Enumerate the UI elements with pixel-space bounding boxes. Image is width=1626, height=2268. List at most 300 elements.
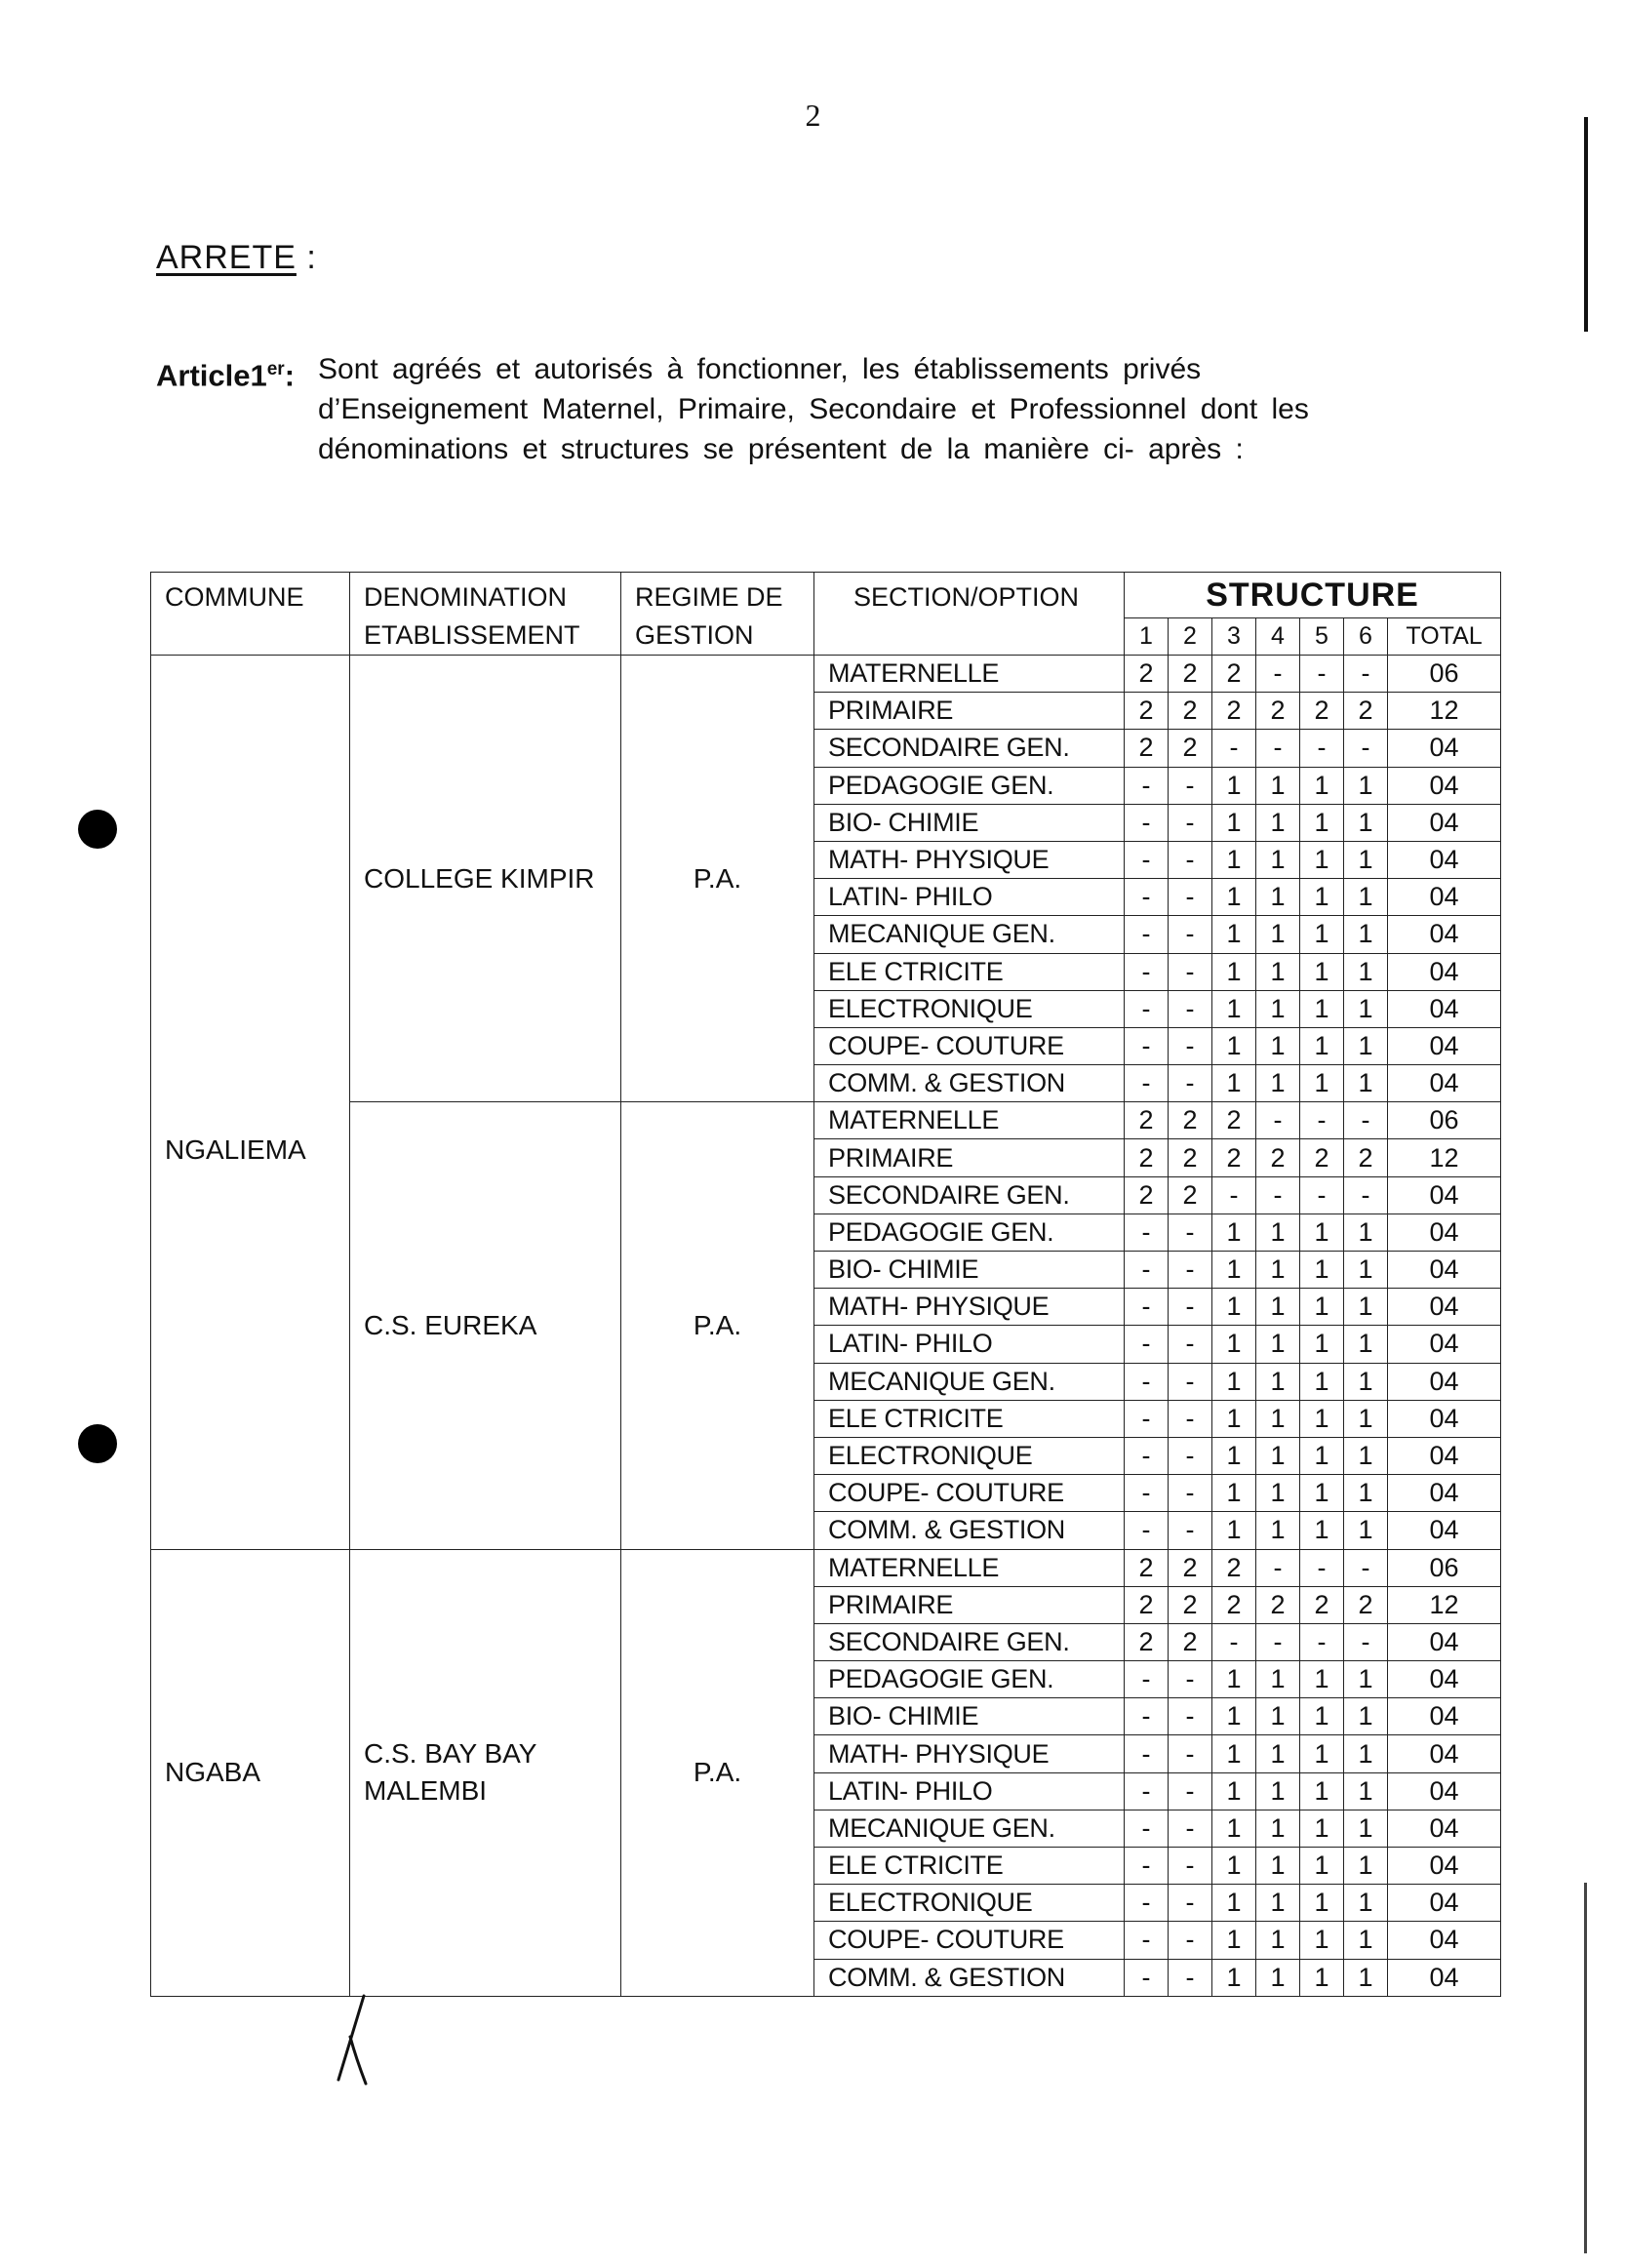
decree-heading-text: ARRETE [156, 239, 297, 276]
level-3-cell: 1 [1212, 1848, 1256, 1885]
total-cell: 06 [1388, 1549, 1501, 1586]
regime-cell: P.A. [621, 656, 814, 1102]
level-6-cell: 1 [1344, 1437, 1388, 1474]
level-3-cell: 1 [1212, 1735, 1256, 1772]
level-4-cell: 1 [1256, 1065, 1300, 1102]
level-2-cell: - [1169, 879, 1212, 916]
header-section: SECTION/OPTION [814, 573, 1125, 656]
level-5-cell: 2 [1300, 1139, 1344, 1176]
total-cell: 04 [1388, 1661, 1501, 1698]
level-6-cell: 1 [1344, 1252, 1388, 1289]
level-6-cell: 1 [1344, 1214, 1388, 1251]
total-cell: 06 [1388, 656, 1501, 693]
level-5-cell: - [1300, 730, 1344, 767]
level-6-cell: 1 [1344, 953, 1388, 990]
level-3-cell: 2 [1212, 1586, 1256, 1623]
total-cell: 04 [1388, 1252, 1501, 1289]
level-5-cell: 1 [1300, 1772, 1344, 1810]
level-5-cell: 1 [1300, 1214, 1344, 1251]
total-cell: 12 [1388, 1139, 1501, 1176]
level-6-cell: 2 [1344, 1139, 1388, 1176]
article-line: dénominations et structures se présentent de la manière ci- après : [318, 433, 1244, 465]
header-level-4: 4 [1256, 618, 1300, 656]
level-2-cell: - [1169, 1698, 1212, 1735]
header-total: TOTAL [1388, 618, 1501, 656]
level-1-cell: - [1125, 953, 1169, 990]
level-6-cell: - [1344, 1102, 1388, 1139]
level-6-cell: 2 [1344, 1586, 1388, 1623]
level-2-cell: 2 [1169, 1102, 1212, 1139]
level-5-cell: 1 [1300, 804, 1344, 841]
level-4-cell: 1 [1256, 1661, 1300, 1698]
level-5-cell: 1 [1300, 1289, 1344, 1326]
level-3-cell: 1 [1212, 879, 1256, 916]
level-4-cell: 1 [1256, 953, 1300, 990]
header-regime-line2: GESTION [635, 620, 754, 650]
total-cell: 12 [1388, 1586, 1501, 1623]
level-4-cell: 1 [1256, 1885, 1300, 1922]
level-4-cell: 1 [1256, 1252, 1300, 1289]
level-4-cell: 1 [1256, 1289, 1300, 1326]
level-3-cell: 1 [1212, 1959, 1256, 1996]
level-2-cell: - [1169, 1661, 1212, 1698]
level-5-cell: 1 [1300, 879, 1344, 916]
article-label-colon: : [284, 358, 296, 393]
article-line: Sont agréés et autorisés à fonctionner, les établissements privés [318, 353, 1202, 385]
level-5-cell: 1 [1300, 1848, 1344, 1885]
total-cell: 04 [1388, 1475, 1501, 1512]
level-2-cell: - [1169, 1959, 1212, 1996]
total-cell: 12 [1388, 693, 1501, 730]
option-cell: ELE CTRICITE [814, 1400, 1125, 1437]
header-level-3: 3 [1212, 618, 1256, 656]
level-1-cell: - [1125, 1772, 1169, 1810]
level-2-cell: - [1169, 841, 1212, 878]
option-cell: PRIMAIRE [814, 1586, 1125, 1623]
level-1-cell: 2 [1125, 1139, 1169, 1176]
level-4-cell: 1 [1256, 990, 1300, 1027]
level-4-cell: 1 [1256, 1698, 1300, 1735]
establishment-name-line: COLLEGE KIMPIR [364, 862, 595, 894]
level-6-cell: 1 [1344, 1661, 1388, 1698]
level-1-cell: - [1125, 1512, 1169, 1549]
article-label-sup: er [266, 359, 285, 379]
article-label [156, 349, 295, 395]
option-cell: MATH- PHYSIQUE [814, 1289, 1125, 1326]
level-5-cell: 1 [1300, 1810, 1344, 1847]
option-cell: PEDAGOGIE GEN. [814, 1214, 1125, 1251]
level-6-cell: - [1344, 1549, 1388, 1586]
total-cell: 04 [1388, 1176, 1501, 1214]
total-cell: 04 [1388, 1400, 1501, 1437]
level-4-cell: 1 [1256, 1735, 1300, 1772]
level-3-cell: 1 [1212, 804, 1256, 841]
level-5-cell: 1 [1300, 1512, 1344, 1549]
level-6-cell: - [1344, 1623, 1388, 1660]
total-cell: 04 [1388, 1772, 1501, 1810]
level-4-cell: 1 [1256, 1512, 1300, 1549]
level-1-cell: - [1125, 1661, 1169, 1698]
level-5-cell: 1 [1300, 990, 1344, 1027]
level-2-cell: - [1169, 767, 1212, 804]
level-1-cell: 2 [1125, 1102, 1169, 1139]
level-2-cell: 2 [1169, 693, 1212, 730]
level-5-cell: 2 [1300, 693, 1344, 730]
level-1-cell: - [1125, 841, 1169, 878]
level-5-cell: 1 [1300, 1065, 1344, 1102]
total-cell: 04 [1388, 1735, 1501, 1772]
level-5-cell: 1 [1300, 1475, 1344, 1512]
level-1-cell: - [1125, 1326, 1169, 1363]
level-6-cell: - [1344, 1176, 1388, 1214]
scan-edge-mark [1584, 117, 1588, 332]
level-1-cell: - [1125, 1289, 1169, 1326]
total-cell: 04 [1388, 1623, 1501, 1660]
level-2-cell: - [1169, 1363, 1212, 1400]
total-cell: 04 [1388, 1959, 1501, 1996]
level-5-cell: 1 [1300, 1363, 1344, 1400]
total-cell: 04 [1388, 1065, 1501, 1102]
option-cell: COUPE- COUTURE [814, 1027, 1125, 1064]
level-6-cell: 1 [1344, 767, 1388, 804]
level-5-cell: 2 [1300, 1586, 1344, 1623]
total-cell: 04 [1388, 841, 1501, 878]
level-4-cell: 2 [1256, 693, 1300, 730]
level-4-cell: 1 [1256, 804, 1300, 841]
level-1-cell: - [1125, 1475, 1169, 1512]
level-6-cell: 1 [1344, 1326, 1388, 1363]
commune-cell: NGABA [151, 1549, 350, 1996]
level-1-cell: - [1125, 1065, 1169, 1102]
level-6-cell: 1 [1344, 1027, 1388, 1064]
level-2-cell: - [1169, 1289, 1212, 1326]
header-structure: STRUCTURE [1125, 573, 1501, 618]
level-1-cell: 2 [1125, 1623, 1169, 1660]
level-6-cell: 1 [1344, 1512, 1388, 1549]
level-1-cell: 2 [1125, 693, 1169, 730]
level-4-cell: 1 [1256, 1437, 1300, 1474]
structure-table [150, 572, 1501, 1997]
option-cell: ELECTRONIQUE [814, 1437, 1125, 1474]
level-3-cell: 1 [1212, 916, 1256, 953]
level-4-cell: 1 [1256, 1810, 1300, 1847]
establishment-name-cell [350, 656, 621, 1102]
level-2-cell: 2 [1169, 656, 1212, 693]
option-cell: BIO- CHIMIE [814, 1698, 1125, 1735]
level-5-cell: 1 [1300, 767, 1344, 804]
level-4-cell: 1 [1256, 1214, 1300, 1251]
total-cell: 04 [1388, 1363, 1501, 1400]
level-1-cell: - [1125, 1848, 1169, 1885]
level-3-cell: 1 [1212, 1512, 1256, 1549]
option-cell: PRIMAIRE [814, 1139, 1125, 1176]
level-2-cell: 2 [1169, 1139, 1212, 1176]
option-cell: LATIN- PHILO [814, 1326, 1125, 1363]
option-cell: MATERNELLE [814, 1549, 1125, 1586]
level-5-cell: 1 [1300, 1661, 1344, 1698]
total-cell: 04 [1388, 1698, 1501, 1735]
level-6-cell: 1 [1344, 841, 1388, 878]
level-6-cell: 1 [1344, 804, 1388, 841]
level-4-cell: 1 [1256, 1363, 1300, 1400]
level-6-cell: 2 [1344, 693, 1388, 730]
level-2-cell: - [1169, 1400, 1212, 1437]
level-4-cell: 1 [1256, 1959, 1300, 1996]
level-5-cell: - [1300, 1623, 1344, 1660]
level-2-cell: - [1169, 1848, 1212, 1885]
level-2-cell: - [1169, 1326, 1212, 1363]
total-cell: 04 [1388, 730, 1501, 767]
option-cell: PRIMAIRE [814, 693, 1125, 730]
header-level-2: 2 [1169, 618, 1212, 656]
level-1-cell: - [1125, 1437, 1169, 1474]
level-1-cell: - [1125, 1922, 1169, 1959]
total-cell: 04 [1388, 953, 1501, 990]
total-cell: 04 [1388, 1848, 1501, 1885]
level-2-cell: 2 [1169, 1549, 1212, 1586]
regime-cell: P.A. [621, 1549, 814, 1996]
level-4-cell: - [1256, 1176, 1300, 1214]
level-5-cell: 1 [1300, 1735, 1344, 1772]
option-cell: ELECTRONIQUE [814, 1885, 1125, 1922]
level-4-cell: 1 [1256, 767, 1300, 804]
option-cell: MATERNELLE [814, 1102, 1125, 1139]
level-3-cell: 2 [1212, 1102, 1256, 1139]
level-3-cell: - [1212, 730, 1256, 767]
option-cell: ELE CTRICITE [814, 1848, 1125, 1885]
level-4-cell: - [1256, 1549, 1300, 1586]
level-1-cell: - [1125, 916, 1169, 953]
option-cell: SECONDAIRE GEN. [814, 730, 1125, 767]
option-cell: BIO- CHIMIE [814, 1252, 1125, 1289]
establishment-name-line: C.S. EUREKA [364, 1309, 537, 1340]
level-2-cell: - [1169, 1772, 1212, 1810]
level-2-cell: - [1169, 1027, 1212, 1064]
level-5-cell: 1 [1300, 916, 1344, 953]
option-cell: BIO- CHIMIE [814, 804, 1125, 841]
level-6-cell: 1 [1344, 1475, 1388, 1512]
level-3-cell: 2 [1212, 1549, 1256, 1586]
level-1-cell: - [1125, 1252, 1169, 1289]
punch-hole [78, 1424, 117, 1463]
total-cell: 04 [1388, 879, 1501, 916]
level-3-cell: 2 [1212, 693, 1256, 730]
level-4-cell: 1 [1256, 1772, 1300, 1810]
level-1-cell: - [1125, 1698, 1169, 1735]
level-4-cell: 1 [1256, 879, 1300, 916]
total-cell: 04 [1388, 1885, 1501, 1922]
decree-heading-colon: : [296, 239, 317, 276]
level-4-cell: 1 [1256, 1848, 1300, 1885]
level-6-cell: 1 [1344, 1922, 1388, 1959]
total-cell: 04 [1388, 804, 1501, 841]
total-cell: 04 [1388, 1810, 1501, 1847]
level-2-cell: - [1169, 1885, 1212, 1922]
level-3-cell: 1 [1212, 990, 1256, 1027]
establishment-name-line: MALEMBI [364, 1775, 488, 1807]
option-cell: MECANIQUE GEN. [814, 916, 1125, 953]
level-3-cell: - [1212, 1176, 1256, 1214]
level-3-cell: 1 [1212, 1065, 1256, 1102]
level-1-cell: 2 [1125, 1586, 1169, 1623]
option-cell: ELE CTRICITE [814, 953, 1125, 990]
level-3-cell: 1 [1212, 1772, 1256, 1810]
header-regime [621, 573, 814, 656]
establishment-name-line: C.S. BAY BAY [364, 1738, 537, 1770]
level-4-cell: 1 [1256, 841, 1300, 878]
level-5-cell: 1 [1300, 1959, 1344, 1996]
header-regime-line1: REGIME DE [635, 582, 783, 612]
level-6-cell: 1 [1344, 1810, 1388, 1847]
level-4-cell: - [1256, 730, 1300, 767]
article-line: d’Enseignement Maternel, Primaire, Secondaire et Professionnel dont les [318, 393, 1309, 425]
table-row [151, 1549, 1501, 1586]
level-3-cell: - [1212, 1623, 1256, 1660]
level-4-cell: 1 [1256, 916, 1300, 953]
level-6-cell: 1 [1344, 916, 1388, 953]
option-cell: SECONDAIRE GEN. [814, 1623, 1125, 1660]
level-2-cell: - [1169, 953, 1212, 990]
option-cell: PEDAGOGIE GEN. [814, 1661, 1125, 1698]
level-3-cell: 1 [1212, 1885, 1256, 1922]
option-cell: ELECTRONIQUE [814, 990, 1125, 1027]
level-3-cell: 1 [1212, 1400, 1256, 1437]
level-1-cell: - [1125, 1885, 1169, 1922]
level-2-cell: - [1169, 1475, 1212, 1512]
level-1-cell: - [1125, 990, 1169, 1027]
total-cell: 04 [1388, 1922, 1501, 1959]
level-4-cell: 2 [1256, 1586, 1300, 1623]
level-6-cell: 1 [1344, 1400, 1388, 1437]
level-5-cell: - [1300, 1102, 1344, 1139]
level-2-cell: 2 [1169, 1623, 1212, 1660]
total-cell: 06 [1388, 1102, 1501, 1139]
commune-cell: NGALIEMA [151, 656, 350, 1550]
header-denomination-line2: ETABLISSEMENT [364, 620, 580, 650]
level-6-cell: 1 [1344, 1772, 1388, 1810]
level-2-cell: 2 [1169, 730, 1212, 767]
level-5-cell: 1 [1300, 1027, 1344, 1064]
establishment-name-cell [350, 1549, 621, 1996]
header-level-6: 6 [1344, 618, 1388, 656]
total-cell: 04 [1388, 1512, 1501, 1549]
level-5-cell: 1 [1300, 841, 1344, 878]
level-3-cell: 1 [1212, 1661, 1256, 1698]
level-1-cell: - [1125, 1810, 1169, 1847]
level-2-cell: - [1169, 916, 1212, 953]
level-2-cell: - [1169, 990, 1212, 1027]
level-2-cell: 2 [1169, 1586, 1212, 1623]
level-3-cell: 1 [1212, 1475, 1256, 1512]
level-3-cell: 1 [1212, 1810, 1256, 1847]
level-1-cell: 2 [1125, 656, 1169, 693]
level-3-cell: 1 [1212, 767, 1256, 804]
option-cell: COMM. & GESTION [814, 1959, 1125, 1996]
level-2-cell: - [1169, 804, 1212, 841]
level-6-cell: 1 [1344, 990, 1388, 1027]
total-cell: 04 [1388, 767, 1501, 804]
decree-heading [156, 239, 317, 277]
option-cell: PEDAGOGIE GEN. [814, 767, 1125, 804]
level-3-cell: 1 [1212, 1922, 1256, 1959]
table-row [151, 656, 1501, 693]
total-cell: 04 [1388, 1289, 1501, 1326]
table-row [151, 1102, 1501, 1139]
level-6-cell: - [1344, 656, 1388, 693]
level-2-cell: - [1169, 1437, 1212, 1474]
level-5-cell: 1 [1300, 1252, 1344, 1289]
level-4-cell: 1 [1256, 1475, 1300, 1512]
level-3-cell: 1 [1212, 1027, 1256, 1064]
level-6-cell: 1 [1344, 1363, 1388, 1400]
header-level-1: 1 [1125, 618, 1169, 656]
level-3-cell: 1 [1212, 1214, 1256, 1251]
level-5-cell: - [1300, 656, 1344, 693]
level-1-cell: - [1125, 1735, 1169, 1772]
table-body [151, 656, 1501, 1997]
level-1-cell: 2 [1125, 1176, 1169, 1214]
level-5-cell: - [1300, 1549, 1344, 1586]
scan-edge-mark [1584, 1883, 1587, 2253]
level-1-cell: - [1125, 1400, 1169, 1437]
level-6-cell: 1 [1344, 1959, 1388, 1996]
establishment-name-cell [350, 1102, 621, 1549]
level-3-cell: 1 [1212, 1437, 1256, 1474]
level-6-cell: 1 [1344, 1735, 1388, 1772]
punch-hole [78, 810, 117, 849]
level-3-cell: 1 [1212, 1326, 1256, 1363]
level-5-cell: - [1300, 1176, 1344, 1214]
level-2-cell: - [1169, 1512, 1212, 1549]
level-6-cell: 1 [1344, 1885, 1388, 1922]
level-1-cell: - [1125, 1363, 1169, 1400]
level-6-cell: - [1344, 730, 1388, 767]
signature-initial [327, 1990, 385, 2088]
level-5-cell: 1 [1300, 1922, 1344, 1959]
option-cell: LATIN- PHILO [814, 1772, 1125, 1810]
header-level-5: 5 [1300, 618, 1344, 656]
level-1-cell: - [1125, 1027, 1169, 1064]
level-2-cell: - [1169, 1922, 1212, 1959]
total-cell: 04 [1388, 1326, 1501, 1363]
level-1-cell: - [1125, 804, 1169, 841]
article-body [318, 349, 1586, 469]
level-2-cell: 2 [1169, 1176, 1212, 1214]
level-6-cell: 1 [1344, 1848, 1388, 1885]
header-commune: COMMUNE [151, 573, 350, 656]
level-5-cell: 1 [1300, 1400, 1344, 1437]
total-cell: 04 [1388, 916, 1501, 953]
option-cell: MATH- PHYSIQUE [814, 1735, 1125, 1772]
total-cell: 04 [1388, 990, 1501, 1027]
level-1-cell: - [1125, 1214, 1169, 1251]
level-1-cell: - [1125, 767, 1169, 804]
level-3-cell: 1 [1212, 1363, 1256, 1400]
level-6-cell: 1 [1344, 1289, 1388, 1326]
option-cell: MATERNELLE [814, 656, 1125, 693]
level-4-cell: 2 [1256, 1139, 1300, 1176]
level-6-cell: 1 [1344, 1698, 1388, 1735]
option-cell: LATIN- PHILO [814, 879, 1125, 916]
level-4-cell: - [1256, 1623, 1300, 1660]
level-1-cell: 2 [1125, 1549, 1169, 1586]
header-denomination-line1: DENOMINATION [364, 582, 567, 612]
level-4-cell: 1 [1256, 1922, 1300, 1959]
level-4-cell: 1 [1256, 1400, 1300, 1437]
level-2-cell: - [1169, 1065, 1212, 1102]
level-1-cell: - [1125, 879, 1169, 916]
total-cell: 04 [1388, 1214, 1501, 1251]
